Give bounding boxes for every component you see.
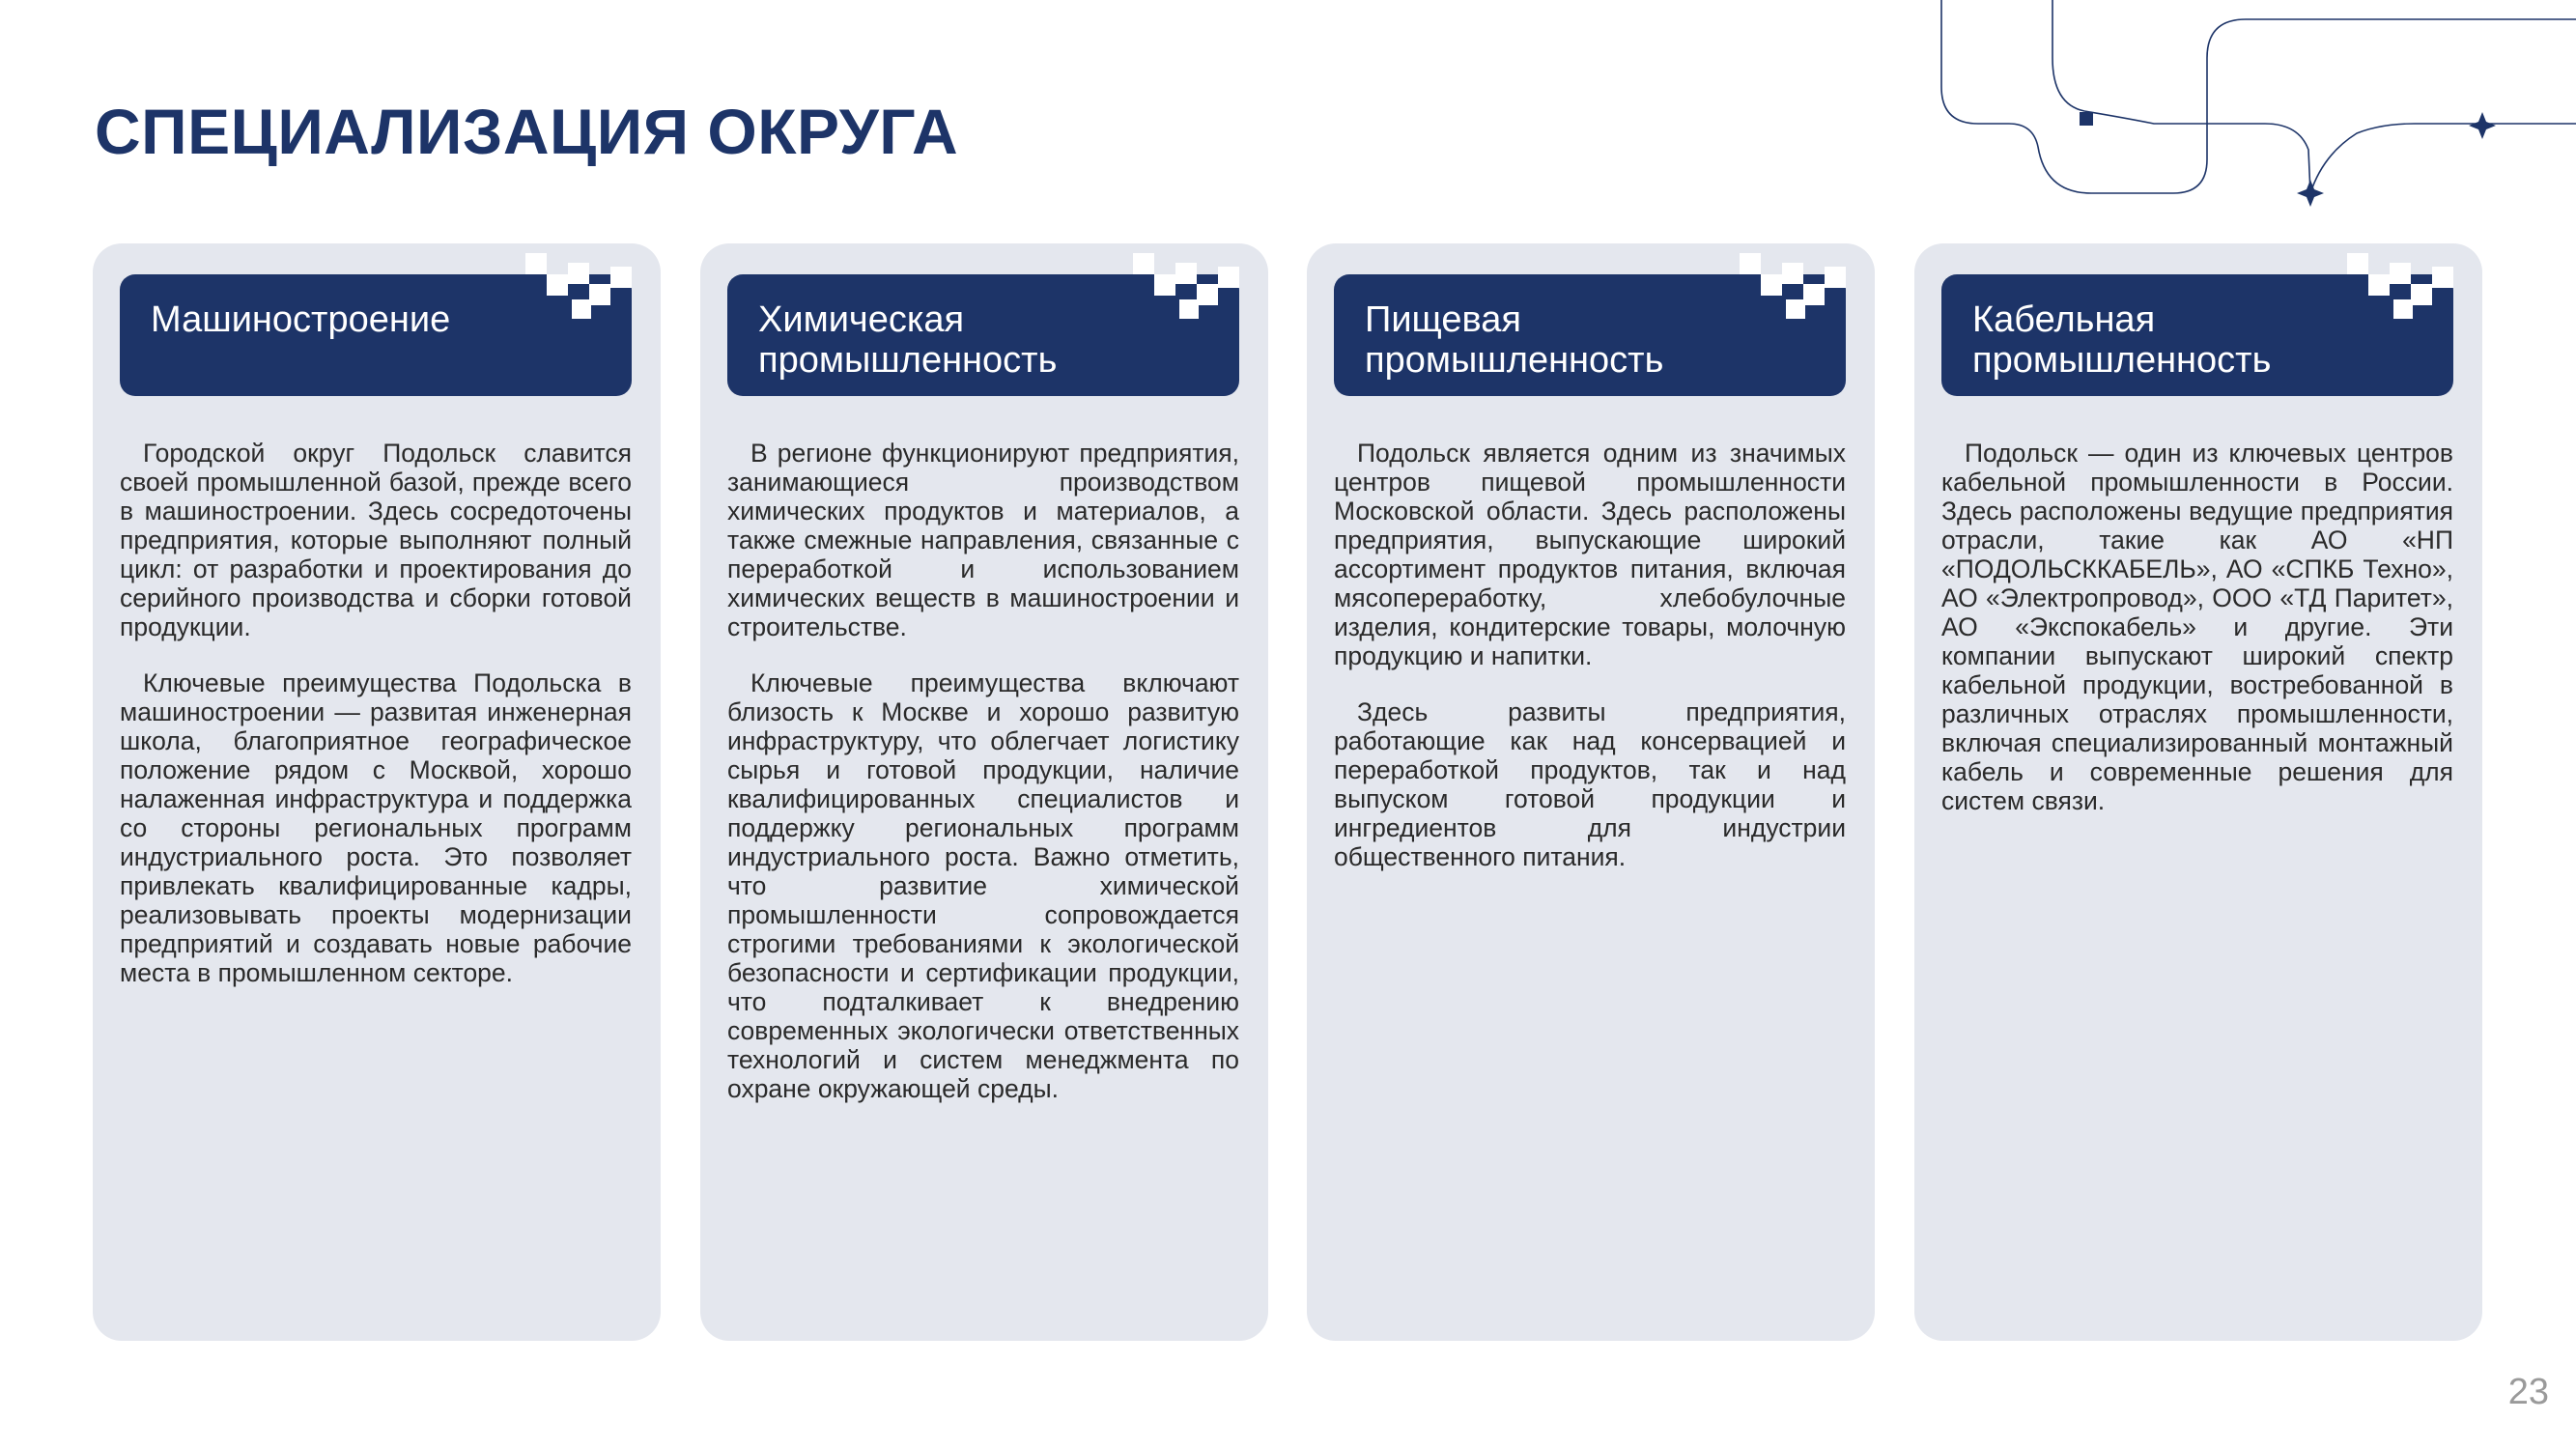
cubes-icon [1740,253,1846,321]
card-paragraph: В регионе функционируют предприятия, занимающиеся производством химических продуктов и материалов, а также смежные направления, связанные с переработкой и использованием химических веществ в машиностроении и строительстве. [727,439,1239,641]
card-title: Пищевая промышленность [1365,299,1664,381]
card-body [1941,439,2453,842]
star-icon [2297,180,2324,207]
card-header [120,274,632,396]
card-body [1334,439,1846,898]
card-mechanical-engineering [93,243,661,1341]
card-paragraph: Подольск — один из ключевых центров кабельной промышленности в России. Здесь расположены ведущие предприятия отрасли, такие как АО «НП «ПОДОЛЬСККАБЕЛЬ», АО «СПКБ Техно», АО «Электропровод», ООО «ТД Паритет», АО «Экспокабель» и другие. Эти компании выпускают широкий спектр кабельной продукции, востребованной в различных отраслях промышленности, включая специализированный монтажный кабель и современные решения для систем связи. [1941,439,2453,815]
card-chemical-industry [700,243,1268,1341]
card-header [727,274,1239,396]
cubes-icon [525,253,632,321]
star-icon [2469,112,2496,139]
card-paragraph: Ключевые преимущества включают близость к Москве и хорошо развитую инфраструктуру, что облегчает логистику сырья и готовой продукции, наличие квалифицированных специалистов и поддержку региональных программ индустриального роста. Важно отметить, что развитие химической промышленности сопровождается строгими требованиями к экологической безопасности и сертификации продукции, что подталкивает к внедрению современных экологически ответственных технологий и систем менеджмента по охране окружающей среды. [727,668,1239,1103]
card-cable-industry [1914,243,2482,1341]
card-title: Кабельная промышленность [1972,299,2272,381]
card-title: Химическая промышленность [758,299,1058,381]
cubes-icon [2347,253,2453,321]
card-header [1941,274,2453,396]
card-paragraph: Городской округ Подольск славится своей промышленной базой, прежде всего в машиностроении. Здесь сосредоточены предприятия, которые выполняют полный цикл: от разработки и проектирования до серийного производства и сборки готовой продукции. [120,439,632,641]
cubes-icon [1133,253,1239,321]
card-header [1334,274,1846,396]
page-title: СПЕЦИАЛИЗАЦИЯ ОКРУГА [95,96,959,167]
page-number: 23 [2507,1372,2549,1412]
card-body [727,439,1239,1130]
card-food-industry [1307,243,1875,1341]
card-paragraph: Здесь развиты предприятия, работающие как над консервацией и переработкой продуктов, так и над выпуском готовой продукции и ингредиентов для индустрии общественного питания. [1334,697,1846,871]
card-body [120,439,632,1014]
deco-square [2080,112,2093,126]
card-paragraph: Ключевые преимущества Подольска в машиностроении — развитая инженерная школа, благоприятное географическое положение рядом с Москвой, хорошо налаженная инфраструктура и поддержка со стороны региональных программ индустриального роста. Это позволяет привлекать квалифицированные кадры, реализовывать проекты модернизации предприятий и создавать новые рабочие места в промышленном секторе. [120,668,632,987]
card-paragraph: Подольск является одним из значимых центров пищевой промышленности Московской области. Здесь расположены предприятия, выпускающие широкий ассортимент продуктов питания, включая мясопереработку, хлебобулочные изделия, кондитерские товары, молочную продукцию и напитки. [1334,439,1846,670]
card-title: Машиностроение [151,299,451,340]
